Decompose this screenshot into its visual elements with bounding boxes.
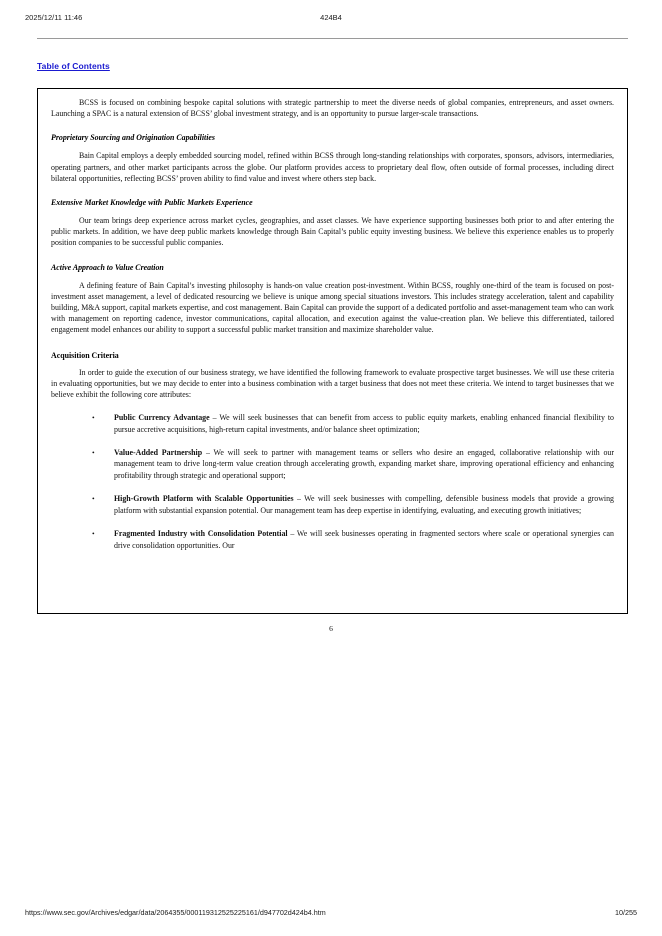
header-divider	[37, 38, 628, 39]
criteria-term: Value-Added Partnership	[114, 448, 203, 458]
section-heading-acquisition-criteria: Acquisition Criteria	[51, 350, 119, 360]
criteria-text: – We will seek businesses operating in fragmented sectors where scale or operational synergies can drive consolidation opportunities. Our	[114, 529, 614, 550]
section-heading-proprietary-sourcing: Proprietary Sourcing and Origination Capabilities	[51, 133, 215, 143]
section-paragraph-proprietary-sourcing: Bain Capital employs a deeply embedded sourcing model, refined within BCSS through long-standing relationships with corporates, sponsors, advisors, intermediaries, operating partners, and other market participants across the globe. Our platform provides access to proprietary deal flow, often outside of formal processes, including direct bilateral opportunities, reflecting BCSS’ proven ability to find value and invest where others step back.	[51, 151, 614, 183]
document-content	[51, 97, 614, 563]
section-paragraph-value-creation: A defining feature of Bain Capital’s investing philosophy is hands-on value creation post-investment. Within BCSS, roughly one-third of the team is focused on post-investment asset management, a level of dedicated resourcing we believe is unique among special situations investors. This includes strategy acceleration, talent and capability building, M&A support, capital markets expertise, and cost management. Bain Capital can provide the support of a dedicated portfolio and asset-management team who can work with management on reporting cadence, investor communications, capital allocation, and execution against the value-creation plan. We believe this differentiated, tailored engagement model enhances our ability to support a successful public market transition and maximize shareholder value.	[51, 280, 614, 335]
bullet-icon: •	[92, 529, 95, 539]
table-of-contents-link[interactable]: Table of Contents	[37, 61, 110, 71]
criteria-text: – We will seek businesses with compelling, defensible business models that provide a growing platform with substantial expansion potential. Our management team has deep expertise in identifying, evaluating, and executing growth initiatives;	[114, 494, 614, 515]
print-header	[0, 13, 662, 25]
criteria-text: – We will seek to partner with management teams or sellers who desire an engaged, collaborative relationship with our management team to drive long-term value creation through accelerating growth, expanding market share, improving operational efficiency and enhancing profitability through strategic and operational support;	[114, 448, 615, 480]
section-heading-value-creation: Active Approach to Value Creation	[51, 262, 164, 272]
list-item	[51, 447, 614, 481]
criteria-term: Fragmented Industry with Consolidation Potential	[114, 529, 288, 539]
criteria-text: – We will seek businesses that can benefit from access to public equity markets, enabling enhanced financial flexibility to pursue accretive acquisitions, high-return capital investments, and/or balance sheet optimization;	[114, 413, 615, 434]
bullet-icon: •	[92, 448, 95, 458]
acquisition-criteria-list	[51, 412, 614, 551]
print-header-datetime: 2025/12/11 11:46	[25, 13, 83, 22]
criteria-term: High-Growth Platform with Scalable Opportunities	[114, 494, 294, 504]
print-footer-pagination: 10/255	[615, 908, 637, 917]
list-item	[51, 493, 614, 516]
bullet-icon: •	[92, 413, 95, 423]
criteria-term: Public Currency Advantage	[114, 413, 210, 423]
intro-paragraph: BCSS is focused on combining bespoke capital solutions with strategic partnership to meet the diverse needs of global companies, entrepreneurs, and asset owners. Launching a SPAC is a natural extension of BCSS’ global investment strategy, and is an opportunity to pursue larger-scale transactions.	[51, 98, 614, 119]
list-item	[51, 528, 614, 551]
print-footer-url: https://www.sec.gov/Archives/edgar/data/2064355/000119312525225161/d947702d424b4.htm	[25, 908, 326, 917]
print-header-doctype: 424B4	[320, 13, 342, 22]
section-paragraph-acquisition-criteria: In order to guide the execution of our business strategy, we have identified the following framework to evaluate prospective target businesses. We will use these criteria in evaluating opportunities, but we may decide to enter into a business combination with a target business that does not meet these criteria. We intend to target businesses that we believe exhibit the following core attributes:	[51, 367, 614, 400]
print-footer	[0, 908, 662, 920]
document-page-box	[37, 88, 628, 614]
page-number: 6	[329, 624, 333, 633]
list-item	[51, 412, 614, 435]
section-paragraph-market-knowledge: Our team brings deep experience across market cycles, geographies, and asset classes. We have experience supporting businesses both prior to and after entering the public markets. In addition, we have deep public markets knowledge through Bain Capital’s public equity investing business. We believe this experience enables us to properly position companies to be successful public companies.	[51, 216, 614, 248]
section-heading-market-knowledge: Extensive Market Knowledge with Public Markets Experience	[51, 198, 253, 208]
bullet-icon: •	[92, 494, 95, 504]
